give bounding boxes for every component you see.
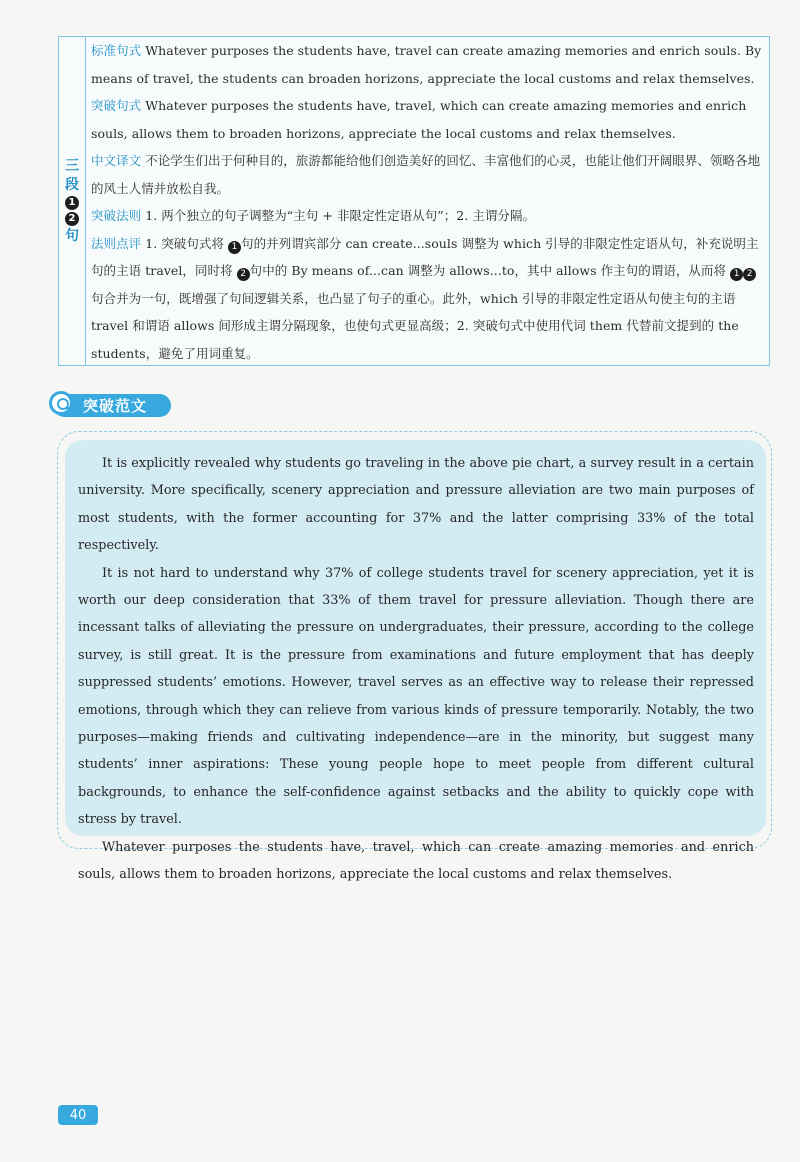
- translation-tag: 中文译文: [91, 153, 142, 168]
- rule-sentence: [91, 202, 765, 230]
- side-circle-1: 1: [65, 196, 79, 210]
- comment-tag: 法则点评: [91, 235, 142, 251]
- page-number: 40: [58, 1105, 98, 1125]
- magnifier-icon: [49, 391, 73, 415]
- rule-tag: 突破法则: [91, 208, 142, 223]
- comment-part-4: 句合并为一句，既增强了句间逻辑关系，也凸显了句子的重心。此外，which 引导的非限定性定语从句使主句的主语 travel 和谓语 allows 间形成主谓分隔现象，也使句式更显高级；2. 突破句式中使用代词 them 代替前文提到的 the students，避免了用词重复。: [91, 290, 739, 361]
- comment-part-2: 句的并列谓宾部分 can create...souls 调整为 which 引导的非限定性定语从句，补充说明主句的主语 travel，同时将: [91, 235, 759, 278]
- essay-paragraph-1: It is explicitly revealed why students go traveling in the above pie chart, a survey result in a certain university. More specifically, scenery appreciation and pressure alleviation are two main purposes of most students, with the former accounting for 37% and the latter comprising 33% of the total respectively.: [78, 456, 754, 554]
- circle-2-icon: 2: [743, 268, 756, 281]
- standard-tag: 标准句式: [91, 43, 142, 58]
- analysis-box: [58, 36, 770, 366]
- essay-paragraph-3: Whatever purposes the students have, travel, which can create amazing memories and enrich souls, allows them to broaden horizons, appreciate the local customs and relax themselves.: [78, 839, 754, 883]
- essay-paragraph-2: It is not hard to understand why 37% of college students travel for scenery appreciation, yet it is worth our deep consideration that 33% of them travel for pressure alleviation. Though there are incessant talks of alleviating the pressure on undergraduates, their pressure, according to the college survey, is still great. It is the pressure from examinations and future employment that has deeply suppressed students’ emotions. However, travel serves as an effective way to release their repressed emotions, through which they can relieve from various kinds of pressure temporarily. Notably, the two purposes—making friends and cultivating independence—are in the minority, but suggest many students’ inner aspirations: These young people hope to meet people from different cultural backgrounds, to enhance the self-confidence against setbacks and the ability to quickly cope with stress by travel.: [78, 565, 754, 828]
- standard-sentence: [91, 37, 765, 92]
- translation-text: 不论学生们出于何种目的，旅游都能给他们创造美好的回忆、丰富他们的心灵，也能让他们开阔眼界、领略各地的风土人情并放松自我。: [91, 153, 761, 196]
- circle-1-icon: 1: [730, 268, 743, 281]
- rule-text: 1. 两个独立的句子调整为“主句 + 非限定性定语从句”；2. 主谓分隔。: [145, 208, 536, 223]
- side-char-3: 句: [65, 227, 79, 244]
- essay-body: [78, 450, 754, 889]
- side-char-1: 三: [65, 157, 79, 174]
- comment-sentence: [91, 230, 765, 368]
- analysis-content: [91, 37, 765, 367]
- translation-sentence: [91, 147, 765, 202]
- breakthrough-sentence: [91, 92, 765, 147]
- circle-1-icon: 1: [228, 241, 241, 254]
- side-label: [59, 37, 86, 365]
- section-header: [53, 394, 171, 417]
- side-char-2: 段: [65, 176, 79, 193]
- standard-text: Whatever purposes the students have, travel can create amazing memories and enrich souls. By means of travel, the students can broaden horizons, appreciate the local customs and relax themselves.: [91, 43, 762, 86]
- breakthrough-tag: 突破句式: [91, 98, 142, 113]
- section-title: 突破范文: [83, 397, 148, 415]
- circle-2-icon: 2: [237, 268, 250, 281]
- comment-part-3: 句中的 By means of...can 调整为 allows...to，其中 allows 作主句的谓语，从而将: [249, 263, 727, 278]
- side-circle-2: 2: [65, 212, 79, 226]
- breakthrough-text: Whatever purposes the students have, travel, which can create amazing memories and enrich souls, allows them to broaden horizons, appreciate the local customs and relax themselves.: [91, 98, 747, 141]
- comment-part-1: 1. 突破句式将: [145, 235, 225, 251]
